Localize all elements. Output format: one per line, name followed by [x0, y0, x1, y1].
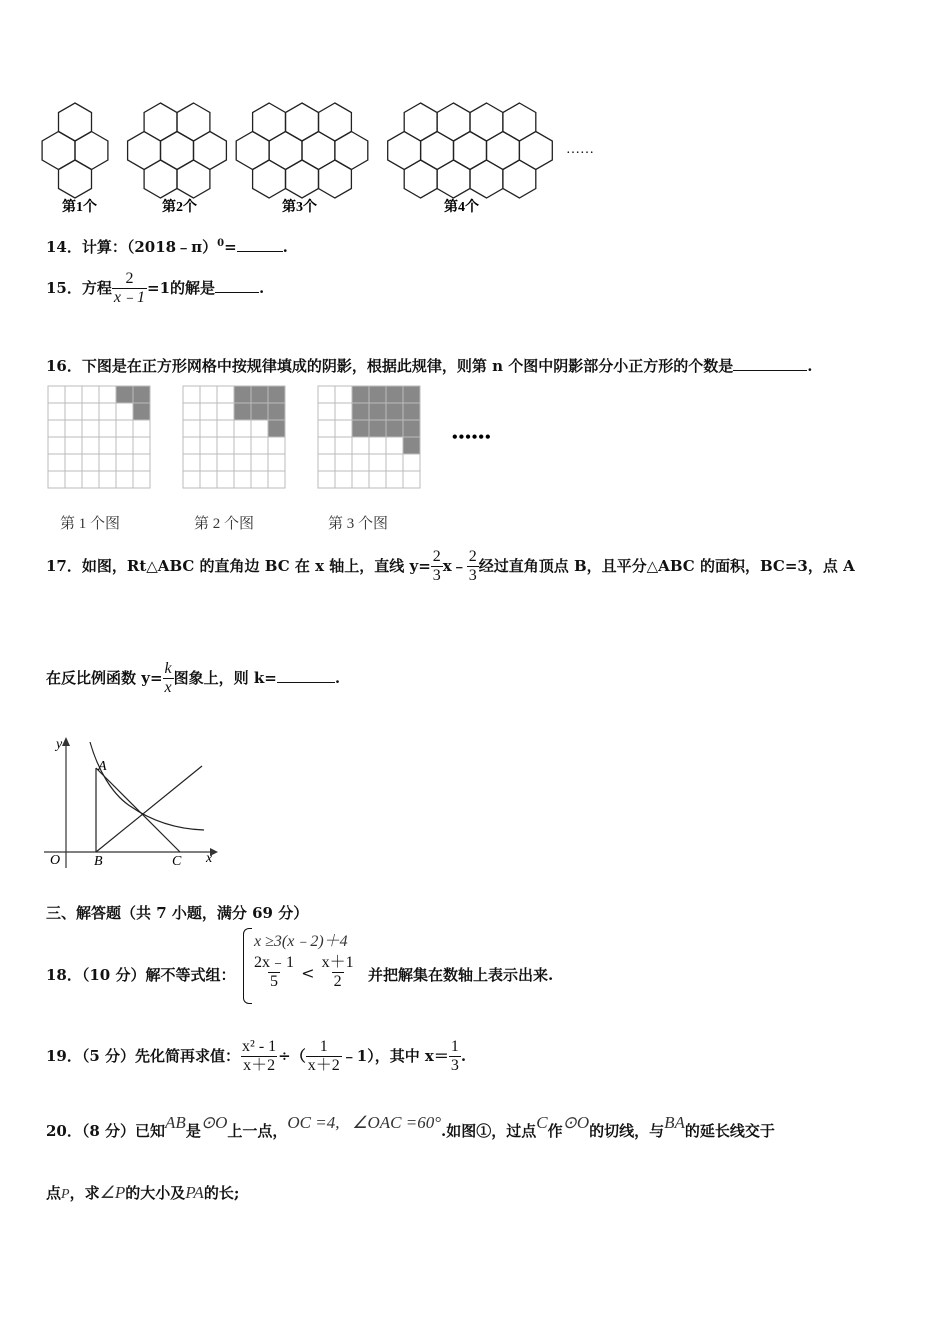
- q15-answer-blank: [215, 278, 259, 293]
- grid-square: [318, 386, 335, 403]
- grid-square: [386, 386, 403, 403]
- grid-square: [48, 454, 65, 471]
- grid-square: [99, 403, 116, 420]
- hexagon-cell: [503, 103, 536, 141]
- q19-end: .: [460, 1046, 467, 1065]
- q20-line2-a: 点: [46, 1184, 62, 1202]
- hexagon-cell: [144, 103, 177, 141]
- q18-rnum: x＋1: [321, 954, 354, 971]
- grid-square: [217, 403, 234, 420]
- hexagon-cell: [454, 132, 487, 170]
- graph-label-o: O: [50, 853, 61, 868]
- q20-ba: BA: [664, 1113, 685, 1132]
- grid-square: [183, 386, 200, 403]
- q17-number: 17．: [46, 556, 82, 575]
- q20-circle-o-2: ⊙O: [562, 1113, 590, 1132]
- q20-text-a: （8 分）已知: [81, 1122, 166, 1140]
- hexagon-cell: [404, 103, 437, 141]
- grid-square: [217, 386, 234, 403]
- grid-square: [386, 471, 403, 488]
- grid-square: [268, 437, 285, 454]
- grid-square: [403, 403, 420, 420]
- q17-text-b: x﹣: [442, 556, 467, 575]
- question-14: [46, 236, 288, 257]
- q20-angle-p: ∠P: [99, 1183, 126, 1202]
- hexagon-cell: [335, 132, 368, 170]
- q19-f1-num: x² - 1: [242, 1038, 277, 1055]
- grid-dots: ••••••: [452, 429, 492, 446]
- grid-square: [65, 386, 82, 403]
- q18-left-fraction: [252, 954, 296, 992]
- grid-square: [82, 420, 99, 437]
- grid-square: [82, 454, 99, 471]
- grid-square: [48, 386, 65, 403]
- grid-square: [335, 403, 352, 420]
- q19-fraction-3: [449, 1038, 461, 1076]
- grid-square: [65, 420, 82, 437]
- q19-f2-den: x＋2: [307, 1057, 340, 1075]
- grid-square: [251, 437, 268, 454]
- q17-f1-num: 2: [432, 548, 441, 565]
- hexagon-cell: [59, 103, 92, 141]
- q17-line2-b: 图象上，则 k=: [173, 668, 277, 687]
- grid-square: [116, 420, 133, 437]
- grid-square: [99, 454, 116, 471]
- grid-square: [234, 403, 251, 420]
- question-20-line-2: [46, 1182, 239, 1203]
- q18-text-b: 并把解集在数轴上表示出来.: [368, 966, 554, 984]
- q18-lden: 5: [270, 973, 278, 991]
- q20-condition: OC =4, ∠OAC =60°: [287, 1113, 441, 1132]
- q17-text-a: 如图，Rt△ABC 的直角边 BC 在 x 轴上，直线 y=: [81, 556, 431, 575]
- grid-square: [251, 454, 268, 471]
- q18-inequality-2: [252, 954, 356, 992]
- grid-square: [268, 471, 285, 488]
- q20-circle-o: ⊙O: [200, 1113, 228, 1132]
- q17-fraction-1: [431, 548, 443, 586]
- grid-square: [82, 471, 99, 488]
- grid-square: [403, 471, 420, 488]
- grid-square: [352, 454, 369, 471]
- grid-square: [369, 403, 386, 420]
- grid-square: [183, 471, 200, 488]
- grid-square: [200, 454, 217, 471]
- grid-square: [251, 386, 268, 403]
- grid-square: [133, 454, 150, 471]
- q17-fraction-3: [163, 660, 174, 698]
- hexagon-cell: [286, 160, 319, 198]
- q15-frac-den: x﹣1: [113, 289, 145, 307]
- q19-text-a: （5 分）先化简再求值：: [81, 1046, 241, 1065]
- q17-f2-den: 3: [468, 567, 477, 585]
- grid-square: [133, 420, 150, 437]
- q20-point-c: C: [536, 1113, 548, 1132]
- q20-text-e: 作: [547, 1122, 563, 1140]
- question-17: [46, 548, 855, 586]
- grid-square: [116, 437, 133, 454]
- q14-exponent: 0: [217, 238, 225, 249]
- q18-text-a: （10 分）解不等式组：: [81, 966, 236, 984]
- q19-f3-num: 1: [450, 1038, 459, 1055]
- grid-square: [403, 420, 420, 437]
- grid-square: [318, 403, 335, 420]
- grid-square: [318, 437, 335, 454]
- grid-square: [234, 420, 251, 437]
- grid-square: [133, 471, 150, 488]
- q17-fraction-2: [467, 548, 479, 586]
- q16-end: .: [807, 357, 813, 375]
- grid-square: [217, 420, 234, 437]
- grid-caption-1: 第 1 个图: [60, 516, 121, 532]
- q15-text-a: 方程: [81, 278, 112, 297]
- grid-square: [251, 403, 268, 420]
- grid-pattern-figure: [44, 384, 544, 539]
- question-15: [46, 270, 264, 308]
- q20-line2-b: ，求: [69, 1184, 100, 1202]
- grid-square: [65, 437, 82, 454]
- grid-square: [234, 437, 251, 454]
- hexagon-cell: [42, 132, 75, 170]
- hexagon-cell: [470, 103, 503, 141]
- hexagon-cell: [437, 103, 470, 141]
- question-16: [46, 355, 812, 376]
- grid-square: [234, 454, 251, 471]
- hexagon-cell: [75, 132, 108, 170]
- grid-square: [369, 420, 386, 437]
- q18-relation: <: [301, 963, 315, 983]
- grid-square: [403, 437, 420, 454]
- hexagon-cell: [269, 132, 302, 170]
- grid-square: [82, 403, 99, 420]
- q19-fraction-2: [306, 1038, 342, 1076]
- q15-end: .: [259, 278, 265, 297]
- q20-line2-d: 的长;: [203, 1184, 240, 1202]
- hexagon-cell: [128, 132, 161, 170]
- q18-system-brace: [243, 928, 252, 1004]
- hexagon-cell: [388, 132, 421, 170]
- hexagon-cell: [161, 132, 194, 170]
- q19-f3-den: 3: [450, 1057, 459, 1075]
- grid-square: [183, 454, 200, 471]
- q15-text-b: =1的解是: [147, 278, 216, 297]
- q16-number: 16．: [46, 357, 82, 375]
- hexagon-cell: [253, 160, 286, 198]
- grid-square: [183, 437, 200, 454]
- q17-f3-den: x: [164, 679, 172, 697]
- grid-square: [200, 386, 217, 403]
- hexagon-cell: [177, 103, 210, 141]
- grid-square: [65, 471, 82, 488]
- grid-square: [386, 437, 403, 454]
- grid-square: [116, 454, 133, 471]
- grid-square: [352, 403, 369, 420]
- q18-lnum: 2x﹣1: [254, 954, 295, 971]
- grid-square: [99, 420, 116, 437]
- q18-number: 18．: [46, 966, 82, 984]
- grid-caption-2: 第 2 个图: [194, 516, 255, 532]
- grid-square: [318, 420, 335, 437]
- grid-square: [318, 471, 335, 488]
- grid-square: [116, 403, 133, 420]
- grid-square: [200, 437, 217, 454]
- grid-square: [200, 420, 217, 437]
- q15-number: 15．: [46, 278, 82, 297]
- grid-square: [183, 403, 200, 420]
- graph-label-b: B: [94, 854, 103, 869]
- grid-square: [200, 403, 217, 420]
- grid-square: [217, 437, 234, 454]
- section-3-title: 三、解答题（共 7 小题，满分 69 分）: [46, 904, 309, 922]
- hex-caption-1: 第1个: [62, 200, 97, 215]
- grid-square: [403, 454, 420, 471]
- grid-square: [82, 386, 99, 403]
- hexagon-cell: [286, 103, 319, 141]
- q14-text: 计算：（2018﹣π）: [81, 238, 218, 256]
- q14-equals: =: [224, 238, 237, 256]
- hexagon-cell: [194, 132, 227, 170]
- grid-square: [268, 386, 285, 403]
- grid-square: [335, 454, 352, 471]
- grid-square: [369, 454, 386, 471]
- q20-point-p: P: [61, 1187, 70, 1202]
- hexagon-pattern-figure: [40, 95, 640, 220]
- q17-answer-blank: [277, 668, 335, 683]
- q16-text: 下图是在正方形网格中按规律填成的阴影，根据此规律，则第 n 个图中阴影部分小正方形的个数是: [81, 357, 734, 375]
- grid-square: [65, 403, 82, 420]
- grid-square: [268, 420, 285, 437]
- hexagon-cell: [437, 160, 470, 198]
- q17-text-c: 经过直角顶点 B，且平分△ABC 的面积，BC=3，点 A: [478, 556, 855, 575]
- graph-label-x: x: [206, 851, 213, 866]
- graph-label-y: y: [56, 737, 63, 752]
- q20-ab: AB: [165, 1113, 186, 1132]
- grid-square: [352, 437, 369, 454]
- q17-end: .: [334, 668, 341, 687]
- q18-rden: 2: [333, 973, 342, 991]
- hexagon-cell: [421, 132, 454, 170]
- grid-square: [251, 420, 268, 437]
- q17-graph: [40, 732, 225, 872]
- grid-square: [234, 471, 251, 488]
- q20-text-d: .如图①，过点: [441, 1122, 537, 1140]
- q15-frac-num: 2: [125, 270, 134, 287]
- hexagon-cell: [503, 160, 536, 198]
- question-20: [46, 1113, 775, 1141]
- grid-square: [268, 454, 285, 471]
- question-17-line-2: [46, 660, 340, 698]
- q20-text-f: 的切线，与: [589, 1122, 665, 1140]
- q15-fraction: [112, 270, 147, 308]
- q20-line2-c: 的大小及: [125, 1184, 186, 1202]
- q17-f1-den: 3: [432, 567, 441, 585]
- q19-number: 19．: [46, 1046, 82, 1065]
- grid-square: [251, 471, 268, 488]
- grid-square: [352, 386, 369, 403]
- grid-caption-3: 第 3 个图: [328, 516, 389, 532]
- grid-square: [48, 420, 65, 437]
- hexagon-cell: [302, 132, 335, 170]
- q18-inequality-1: x ≥3(x﹣2)＋4: [254, 933, 348, 950]
- grid-square: [48, 471, 65, 488]
- grid-square: [133, 403, 150, 420]
- grid-square: [335, 386, 352, 403]
- q16-answer-blank: [733, 356, 807, 371]
- grid-square: [48, 403, 65, 420]
- grid-square: [200, 471, 217, 488]
- q19-fraction-1: [240, 1038, 278, 1076]
- grid-square: [133, 386, 150, 403]
- graph-label-c: C: [172, 854, 182, 869]
- q14-answer-blank: [237, 237, 283, 252]
- grid-square: [352, 420, 369, 437]
- hex-caption-3: 第3个: [282, 200, 317, 215]
- grid-square: [369, 471, 386, 488]
- grid-square: [318, 454, 335, 471]
- hexagon-cell: [470, 160, 503, 198]
- grid-square: [369, 386, 386, 403]
- hexagon-cell: [253, 103, 286, 141]
- q19-op: ÷（: [278, 1046, 306, 1065]
- grid-square: [403, 386, 420, 403]
- q20-number: 20．: [46, 1122, 82, 1140]
- grid-square: [133, 437, 150, 454]
- grid-square: [217, 471, 234, 488]
- graph-label-a: A: [98, 759, 107, 774]
- hexagon-cell: [236, 132, 269, 170]
- q18-right-fraction: [320, 954, 356, 992]
- q14-end: .: [282, 238, 288, 256]
- q20-text-b: 是: [185, 1122, 201, 1140]
- q17-line2-a: 在反比例函数 y=: [46, 668, 163, 687]
- grid-square: [352, 471, 369, 488]
- grid-square: [268, 403, 285, 420]
- hexagon-cell: [59, 160, 92, 198]
- grid-square: [99, 471, 116, 488]
- q17-f3-num: k: [164, 660, 172, 677]
- hexagon-cell: [319, 160, 352, 198]
- q20-text-c: 上一点，: [227, 1122, 288, 1140]
- question-18: [46, 964, 235, 985]
- q19-f1-den: x＋2: [243, 1057, 276, 1075]
- hexagon-cell: [144, 160, 177, 198]
- grid-square: [183, 420, 200, 437]
- grid-square: [335, 471, 352, 488]
- q19-f2-num: 1: [319, 1038, 328, 1055]
- grid-square: [99, 386, 116, 403]
- q17-f2-num: 2: [468, 548, 477, 565]
- hex-ellipsis: ……: [566, 142, 594, 157]
- hexagon-cell: [487, 132, 520, 170]
- grid-square: [386, 454, 403, 471]
- grid-square: [234, 386, 251, 403]
- hex-caption-2: 第2个: [162, 200, 197, 215]
- hexagon-cell: [177, 160, 210, 198]
- q19-text-b: ﹣1），其中 x＝: [341, 1046, 449, 1065]
- grid-square: [82, 437, 99, 454]
- hexagon-cell: [404, 160, 437, 198]
- grid-square: [65, 454, 82, 471]
- grid-square: [335, 420, 352, 437]
- q14-number: 14．: [46, 238, 82, 256]
- q20-pa: PA: [185, 1183, 204, 1202]
- grid-square: [116, 386, 133, 403]
- grid-square: [116, 471, 133, 488]
- grid-square: [48, 437, 65, 454]
- question-19: [46, 1038, 466, 1076]
- q20-text-g: 的延长线交于: [684, 1122, 775, 1140]
- hexagon-cell: [319, 103, 352, 141]
- grid-square: [217, 454, 234, 471]
- hex-caption-4: 第4个: [444, 200, 479, 215]
- grid-square: [386, 420, 403, 437]
- grid-square: [335, 437, 352, 454]
- grid-square: [99, 437, 116, 454]
- grid-square: [386, 403, 403, 420]
- hexagon-cell: [519, 132, 552, 170]
- grid-square: [369, 437, 386, 454]
